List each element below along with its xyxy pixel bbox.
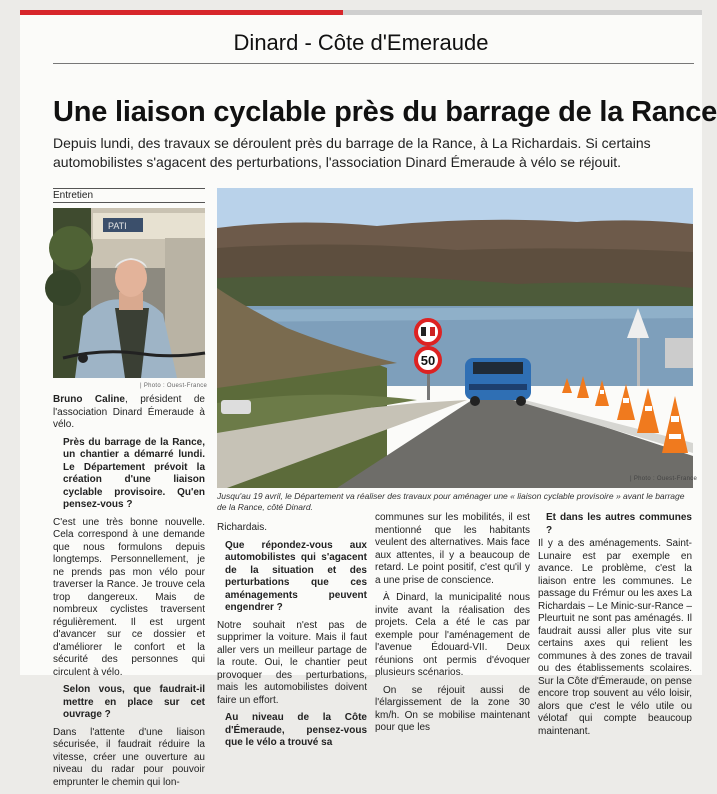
question-3: Que répondez-vous aux automobilistes qui s'agacent de la situation et des perturbations que ces aménagements peuvent engendrer ? — [225, 539, 367, 613]
newspaper-page — [20, 10, 717, 788]
standfirst: Depuis lundi, des travaux se déroulent près du barrage de la Rance, à La Richardais. Si certains automobilistes s'agacent des perturbations, l'association Dinard Émeraude à vélo se réjouit. — [53, 135, 651, 170]
top-grey-bar — [343, 10, 702, 15]
question-1: Près du barrage de la Rance, un chantier a démarré lundi. Le Département prévoit la création d'une liaison cyclable provisoire. Qu'en pensez-vous ? — [63, 436, 205, 510]
speed-limit-text: 50 — [420, 353, 436, 368]
article-column-4 — [538, 512, 692, 743]
portrait-credit: | Photo : Ouest-France — [140, 383, 208, 389]
kicker-rule-bottom — [53, 202, 205, 203]
kicker-label: Entretien — [53, 190, 94, 201]
kicker-rule-top — [53, 188, 205, 189]
photo-credit: | Photo : Ouest-France — [630, 476, 698, 482]
article-column-2 — [217, 522, 367, 755]
answer-2-continued: Richardais. — [217, 522, 268, 533]
answer-1: C'est une très bonne nouvelle. Cela correspond à une demande que nous formulons depuis longtemps. Personnellement, je ne prends pas mon vélo pour traverser la Rance. Je trouve cela trop dangereux. Mais de nombreux cyclistes traversent régulièrement. Il est urgent d'avancer sur ce dossier et d'améliorer le confort et la sécurité des personnes qui circulent à vélo. — [53, 516, 205, 678]
section-title: Dinard - Côte d'Emeraude — [233, 30, 489, 55]
interviewee-name: Bruno Caline — [53, 394, 125, 405]
main-photo — [217, 188, 693, 488]
answer-4-part-3: On se réjouit aussi de l'élargissement de la zone 30 km/h. On se mobilise maintenant pour que les — [375, 684, 530, 733]
headline: Une liaison cyclable près du barrage de la Rance — [53, 96, 717, 128]
article-column-1 — [53, 394, 205, 794]
answer-5: Il y a des aménagements. Saint-Lunaire est par exemple en avance. Le problème, c'est la liaison entre les communes. Le passage du Frémur ou les axes La Richardais – Le Minic-sur-Rance – Pleurtuit ne sont pas aménagés. Il faudrait aussi aller plus vite sur certains axes qui relient les communes à des zones de travail ou des établissements scolaires. Sur la Côte d'Émeraude, on pense encore trop souvent au vélo loisir, alors que c'est le vélo utile ou vélotaf qui compte beaucoup maintenant. — [538, 538, 692, 737]
answer-4-part-2: À Dinard, la municipalité nous invite avant la réalisation des projets. Cela a été le cas par exemple pour l'aménagement de l'avenue Édouard-VII. Deux réunions ont permis d'évoquer plusieurs scénarios. — [375, 592, 530, 678]
section-rule — [53, 63, 694, 64]
interviewee-role: , président de l'association Dinard Émeraude à vélo. — [53, 394, 205, 430]
photo-caption: Jusqu'au 19 avril, le Département va réaliser des travaux pour aménager une « liaison cyclable provisoire » avant le barrage de la Rance, côté Dinard. — [217, 491, 685, 512]
question-5: Et dans les autres communes ? — [546, 512, 692, 536]
answer-2: Dans l'attente d'une liaison sécurisée, il faudrait réduire la vitesse, créer une ouverture au niveau du radar pour pouvoir emprunter le chemin qui lon- — [53, 726, 205, 788]
portrait-photo — [53, 208, 205, 378]
portrait-sign-text: PATI — [108, 221, 127, 231]
question-2: Selon vous, que faudrait-il mettre en place sur cet ouvrage ? — [63, 684, 205, 720]
answer-3: Notre souhait n'est pas de supprimer la voiture. Mais il faut aller vers un meilleur partage de la route. Oui, le chantier peut provoquer des perturbations, mais les automobilistes doivent faire un effort. — [217, 619, 367, 706]
question-4: Au niveau de la Côte d'Émeraude, pensez-vous que le vélo a trouvé sa — [225, 712, 367, 748]
article-column-3 — [375, 512, 530, 740]
answer-4-part-1: communes sur les mobilités, il est mentionné que les habitants veulent des alternatives. Mais face aux attentes, il y a beaucoup de retard. Le point positif, c'est qu'il y a une prise de conscience. — [375, 512, 530, 586]
section-color-bar — [20, 10, 343, 15]
